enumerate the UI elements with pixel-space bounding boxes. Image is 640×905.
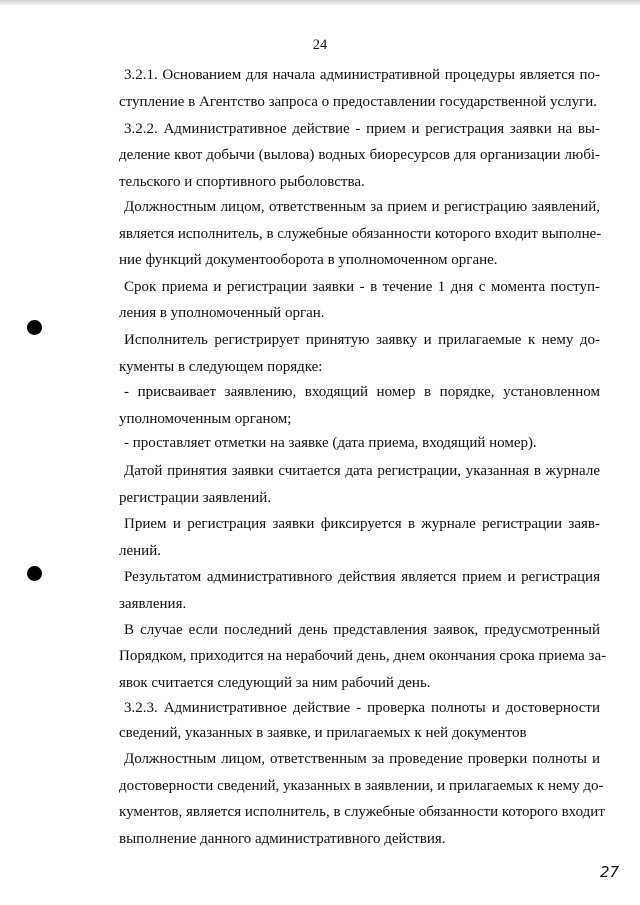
text-line: лений. xyxy=(119,543,161,559)
text-line: сведений, указанных в заявке, и прилагаемых к ней документов xyxy=(119,725,527,741)
text-line: - проставляет отметки на заявке (дата приема, входящий номер). xyxy=(124,435,537,451)
text-line: - присваивает заявлению, входящий номер в порядке, установленном xyxy=(124,384,600,400)
text-line: Прием и регистрация заявки фиксируется в журнале регистрации заяв- xyxy=(124,516,600,532)
text-line: уполномоченным органом; xyxy=(119,411,292,427)
text-line: достоверности сведений, указанных в заявлении, и прилагаемых к нему до- xyxy=(119,778,604,794)
text-line: В случае если последний день представления заявок, предусмотренный xyxy=(124,622,600,638)
text-line: Датой принятия заявки считается дата регистрации, указанная в журнале xyxy=(124,463,600,479)
handwritten-page-number: 27 xyxy=(600,863,620,881)
text-line: Результатом административного действия является прием и регистрация xyxy=(124,569,600,585)
text-line: тельского и спортивного рыболовства. xyxy=(119,174,365,190)
text-line: Срок приема и регистрации заявки - в течение 1 дня с момента поступ- xyxy=(124,279,600,295)
punch-hole xyxy=(27,320,42,335)
text-line: явок считается следующий за ним рабочий день. xyxy=(119,675,431,691)
text-line: 3.2.1. Основанием для начала административной процедуры является по- xyxy=(124,67,600,83)
text-line: ние функций документооборота в уполномоченном органе. xyxy=(119,252,498,268)
text-line: Должностным лицом, ответственным за проведение проверки полноты и xyxy=(124,751,600,767)
page-number: 24 xyxy=(312,37,328,53)
text-line: ления в уполномоченный орган. xyxy=(119,305,325,321)
text-line: регистрации заявлений. xyxy=(119,490,272,506)
text-line: 3.2.3. Административное действие - проверка полноты и достоверности xyxy=(124,700,600,716)
text-line: 3.2.2. Административное действие - прием и регистрация заявки на вы- xyxy=(124,121,600,137)
text-line: Должностным лицом, ответственным за прием и регистрацию заявлений, xyxy=(124,199,600,215)
punch-hole xyxy=(27,566,42,581)
text-line: кументы в следующем порядке: xyxy=(119,359,323,375)
text-line: является исполнитель, в служебные обязанности которого входит выполне- xyxy=(119,226,602,242)
text-line: кументов, является исполнитель, в служебные обязанности которого входит xyxy=(119,804,605,820)
text-line: заявления. xyxy=(119,596,187,612)
text-line: ступление в Агентство запроса о предоставлении государственной услуги. xyxy=(119,94,598,110)
text-line: деление квот добычи (вылова) водных биоресурсов для организации любі- xyxy=(119,147,600,163)
text-line: выполнение данного административного действия. xyxy=(119,831,446,847)
text-line: Порядком, приходится на нерабочий день, днем окончания срока приема за- xyxy=(119,648,607,664)
scan-top-edge xyxy=(0,0,640,6)
text-line: Исполнитель регистрирует принятую заявку и прилагаемые к нему до- xyxy=(124,332,600,348)
